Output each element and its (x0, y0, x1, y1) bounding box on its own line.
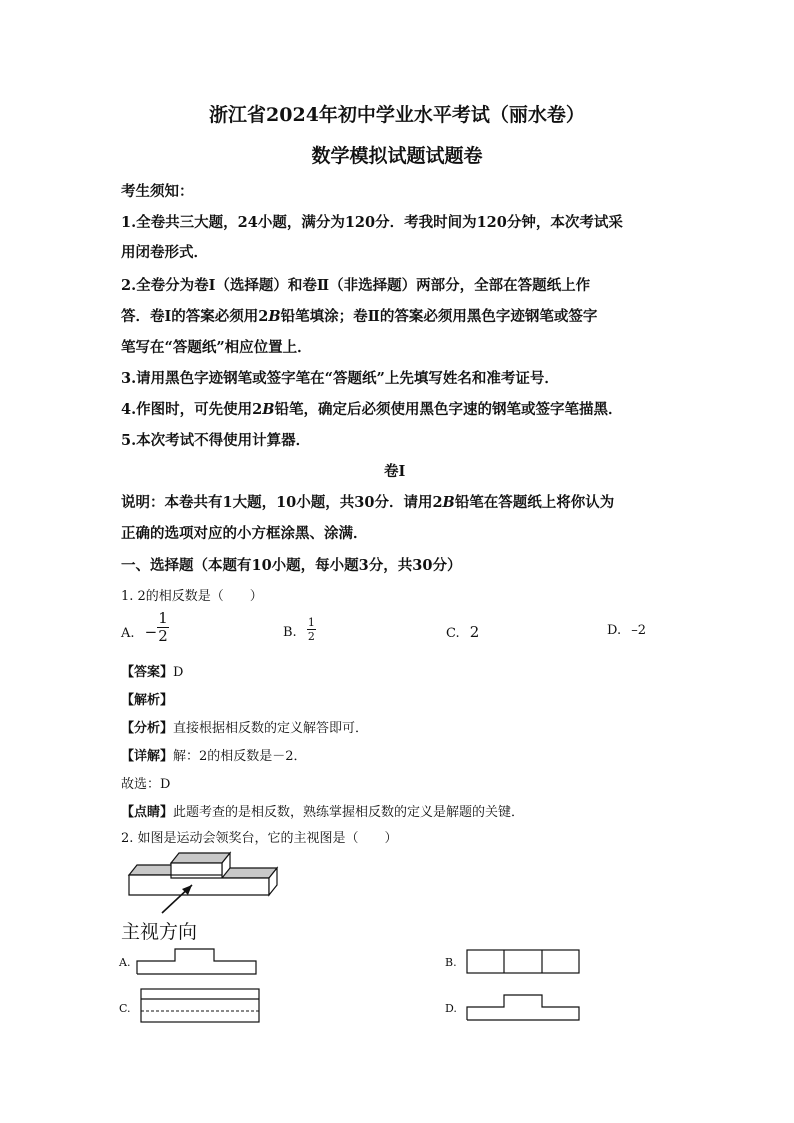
notice-item-3: 3.请用黑色字迹钢笔或签字笔在“答题纸”上先填写姓名和准考证号． (121, 370, 559, 387)
q1-option-c: C. 2 (446, 623, 480, 641)
volume-desc-a: 说明：本卷共有1大题，10小题，共30分．请用2B铅笔在答题纸上将你认为 (121, 494, 615, 511)
q2-option-d-label: D. (445, 1002, 457, 1015)
exam-title: 浙江省2024年初中学业水平考试（丽水卷） (209, 104, 585, 126)
notice-item-2b: 答．卷Ⅰ的答案必须用2B铅笔填涂；卷Ⅱ的答案必须用黑色字迹钢笔或签字 (121, 308, 598, 325)
q1-dianjing: 【点睛】此题考查的是相反数，熟练掌握相反数的定义是解题的关键． (121, 805, 525, 820)
q1-option-b: B. $\frac{1}{2}$ (283, 616, 315, 643)
q2-stem: 2. 如图是运动会领奖台，它的主视图是（ ） (121, 831, 398, 846)
q1-answer: 【答案】D (121, 665, 184, 680)
q2-option-c-figure (140, 988, 262, 1024)
notice-item-1b: 用闭卷形式． (121, 244, 208, 261)
podium-figure (120, 845, 290, 915)
notice-heading: 考生须知： (121, 183, 194, 200)
q2-option-b-label: B. (445, 956, 457, 969)
q1-analysis: 【解析】 (121, 693, 174, 708)
notice-item-2c: 笔写在“答题纸”相应位置上． (121, 339, 312, 356)
q2-option-b-figure (466, 949, 581, 974)
section-heading: 一、选择题（本题有10小题，每小题3分，共30分） (121, 557, 462, 574)
q1-fenxi: 【分析】直接根据相反数的定义解答即可． (121, 721, 369, 736)
q2-option-a-label: A. (119, 956, 131, 969)
notice-item-1a: 1.全卷共三大题，24小题，满分为120分．考我时间为120分钟，本次考试采 (121, 214, 623, 231)
q1-option-a: A. − $\frac{1}{2}$ (121, 609, 168, 645)
q1-xiangjie: 【详解】解：2的相反数是－2． (121, 749, 307, 764)
notice-item-5: 5.本次考试不得使用计算器． (121, 432, 311, 449)
notice-item-4: 4.作图时，可先使用2B铅笔，确定后必须使用黑色字速的钢笔或签字笔描黑． (121, 401, 623, 418)
q1-stem: 1. 2的相反数是（ ） (121, 589, 263, 604)
volume-label: 卷Ⅰ (384, 463, 406, 480)
direction-label: 主视方向 (121, 921, 198, 943)
notice-item-2a: 2.全卷分为卷Ⅰ（选择题）和卷Ⅱ（非选择题）两部分，全部在答题纸上作 (121, 277, 591, 294)
q1-option-d: D. –2 (607, 623, 647, 638)
q2-option-d-figure (466, 993, 581, 1021)
q2-option-a-figure (136, 947, 258, 975)
q1-conclusion: 故选：D (121, 777, 171, 792)
exam-subtitle: 数学模拟试题试题卷 (311, 145, 483, 167)
volume-desc-b: 正确的选项对应的小方框涂黑、涂满． (121, 525, 368, 542)
q2-option-c-label: C. (119, 1002, 131, 1015)
